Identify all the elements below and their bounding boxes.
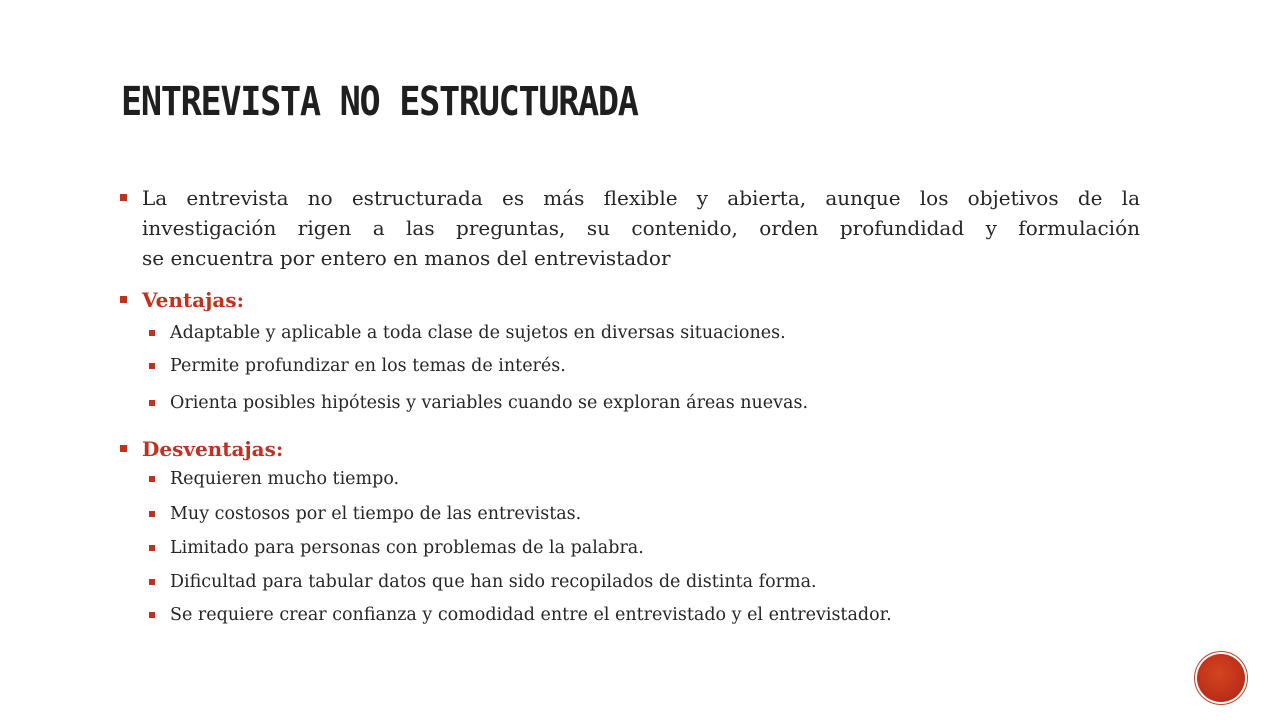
ventaja-text: Adaptable y aplicable a toda clase de sujetos en diversas situaciones. — [170, 323, 786, 343]
square-bullet-icon — [149, 612, 155, 618]
ventaja-text: Permite profundizar en los temas de interés. — [170, 356, 566, 376]
intro-line: se encuentra por entero en manos del entrevistador — [142, 246, 671, 270]
ventajas-heading: Ventajas: — [142, 288, 244, 312]
list-item — [149, 321, 786, 345]
square-bullet-icon — [149, 476, 155, 482]
desventaja-text: Limitado para personas con problemas de la palabra. — [170, 538, 644, 558]
ventajas-heading-item — [120, 285, 244, 315]
square-bullet-icon — [149, 511, 155, 517]
desventaja-text: Requieren mucho tiempo. — [170, 469, 400, 489]
desventajas-heading: Desventajas: — [142, 437, 284, 461]
square-bullet-icon — [149, 545, 155, 551]
list-item — [149, 354, 566, 378]
square-bullet-icon — [120, 445, 127, 452]
list-item — [149, 502, 581, 526]
desventajas-heading-item — [120, 434, 283, 464]
desventaja-text: Dificultad para tabular datos que han sido recopilados de distinta forma. — [170, 572, 817, 592]
list-item — [149, 570, 817, 594]
list-item — [149, 467, 399, 491]
circle-nav-button[interactable] — [1197, 654, 1245, 702]
list-item — [149, 391, 808, 415]
slide-title: ENTREVISTA NO ESTRUCTURADA — [121, 79, 638, 125]
list-item — [149, 536, 644, 560]
square-bullet-icon — [149, 579, 155, 585]
intro-line: investigación rigen a las preguntas, su contenido, orden profundidad y formulación — [142, 216, 1140, 240]
intro-paragraph — [120, 183, 1140, 273]
square-bullet-icon — [149, 330, 155, 336]
square-bullet-icon — [149, 400, 155, 406]
ventaja-text: Orienta posibles hipótesis y variables cuando se exploran áreas nuevas. — [170, 393, 809, 413]
square-bullet-icon — [149, 363, 155, 369]
list-item — [149, 603, 892, 627]
intro-line: La entrevista no estructurada es más flexible y abierta, aunque los objetivos de la — [142, 186, 1140, 210]
desventaja-text: Se requiere crear confianza y comodidad entre el entrevistado y el entrevistador. — [170, 605, 892, 625]
square-bullet-icon — [120, 194, 127, 201]
desventaja-text: Muy costosos por el tiempo de las entrevistas. — [170, 504, 582, 524]
square-bullet-icon — [120, 296, 127, 303]
